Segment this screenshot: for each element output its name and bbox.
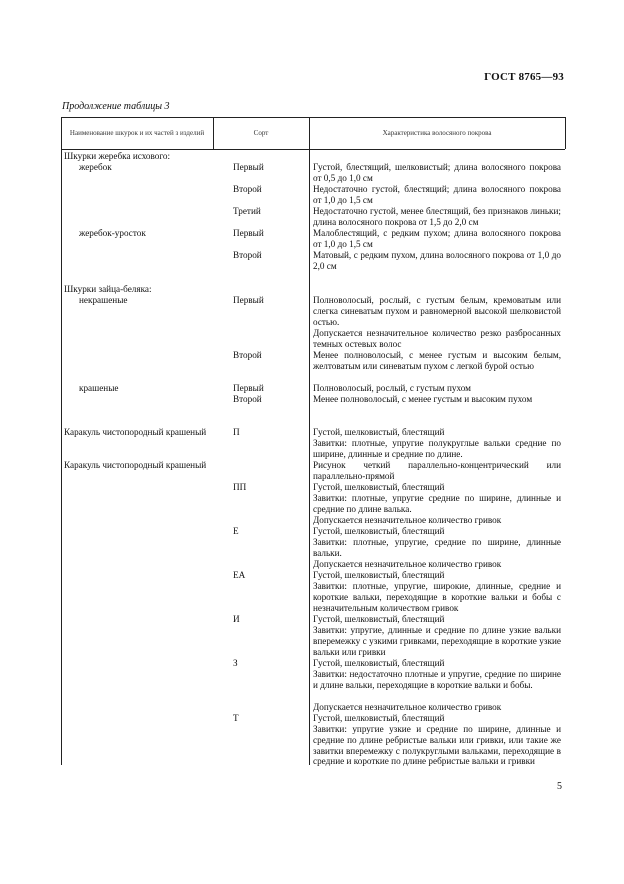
characteristic-cell: Малоблестящий, с редким пухом; длина волосяного покрова от 1,0 до 1,5 см [313,228,561,249]
characteristic-cell: Допускается незначительное количество гривок [313,515,502,525]
characteristic-cell: Густой, блестящий, шелковистый; длина волосяного покрова от 0,5 до 1,0 см [313,162,561,183]
characteristic-cell: Завитки: недостаточно плотные и упругие, средние по ширине и длине вальки, переходящие в короткие вальки и бобы. [313,669,561,690]
page-number: 5 [557,781,562,792]
grade-cell: Е [233,526,239,536]
product-name-cell: Каракуль чистопородный крашеный [64,427,207,437]
grade-cell: ПП [233,482,247,492]
grade-cell: П [233,427,240,437]
table-header-divider [61,149,565,150]
characteristic-cell: Недостаточно густой, блестящий; длина волосяного покрова от 1,0 до 1,5 см [313,184,561,205]
characteristic-cell: Густой, шелковистый, блестящий [313,482,445,492]
product-name-cell: Шкурки жеребка исхового: [64,151,171,161]
characteristic-cell: Допускается незначительное количество резко разбросанных темных остевых волос [313,328,561,349]
grade-cell: Т [233,713,239,723]
characteristic-cell: Менее полноволосый, с менее густым и высоким белым, желтоватым или синеватым пухом с легкой бурой остью [313,350,561,371]
grade-cell: Второй [233,394,262,404]
column-header-characteristic: Характеристика волосяного покрова [382,128,492,137]
column-divider-2 [309,117,310,765]
grade-cell: ЕА [233,570,246,580]
product-subname-cell: жеребок-уросток [79,228,146,238]
column-header-grade: Сорт [253,128,269,137]
characteristic-cell: Завитки: упругие, длинные и средние по длине узкие вальки вперемежку с узкими гривками, переходящие в короткие узкие вальки или гривки [313,625,561,657]
characteristic-cell: Матовый, с редким пухом, длина волосяного покрова от 1,0 до 2,0 см [313,250,561,271]
characteristic-cell: Менее полноволосый, с менее густым и высоким пухом [313,394,533,404]
characteristic-cell: Густой, шелковистый, блестящий [313,427,445,437]
characteristic-cell: Завитки: плотные, упругие, средние по ширине, длинные вальки. [313,537,561,558]
characteristic-cell: Густой, шелковистый, блестящий [313,570,445,580]
column-header-name: Наименование шкурок и их частей з изделий [69,128,205,137]
table-left-border [61,117,62,765]
characteristic-cell: Густой, шелковистый, блестящий [313,713,445,723]
table-continuation-caption: Продолжение таблицы 3 [62,101,170,112]
standard-header: ГОСТ 8765—93 [484,71,564,83]
characteristic-cell: Допускается незначительное количество гривок [313,559,502,569]
characteristic-cell: Густой, шелковистый, блестящий [313,658,445,668]
product-subname-cell: некрашеные [79,295,128,305]
characteristic-cell: Недостаточно густой, менее блестящий, без признаков линьки; длина волосяного покрова от 1,5 до 2,0 см [313,206,561,227]
grade-cell: Первый [233,228,264,238]
grade-cell: Первый [233,383,264,393]
grade-cell: Первый [233,295,264,305]
table-right-border [565,117,566,149]
characteristic-cell: Густой, шелковистый, блестящий [313,526,445,536]
product-name-cell: Шкурки зайца-беляка: [64,284,152,294]
characteristic-cell: Завитки: плотные, упругие средние по ширине, длинные и средние по длине валька. [313,493,561,514]
product-name-cell: Каракуль чистопородный крашеный [64,460,207,470]
characteristic-cell: Завитки: упругие узкие и средние по ширине, длинные и средние по длине ребристые вальки или гривки, или такие же завитки вперемежку с полукруглыми вальками, переходящие в средние и короткие по длине ребристые вальки и гривки [313,724,561,767]
grade-cell: Второй [233,250,262,260]
grade-cell: Первый [233,162,264,172]
grade-cell: Третий [233,206,261,216]
characteristic-cell: Полноволосый, рослый, с густым белым, кремоватым или слегка синеватым пухом и равномерной высокой шелковистой остью. [313,295,561,327]
product-subname-cell: жеребок [79,162,112,172]
characteristic-cell: Завитки: плотные, упругие, широкие, длинные, средние и короткие вальки, переходящие в короткие вальки и бобы с незначительным количеством гривок [313,581,561,613]
product-subname-cell: крашеные [79,383,119,393]
characteristic-cell: Допускается незначительное количество гривок [313,702,502,712]
grade-cell: З [233,658,238,668]
characteristic-cell: Рисунок четкий параллельно-концентрический или параллельно-прямой [313,460,561,481]
characteristic-cell: Завитки: плотные, упругие полукруглые вальки средние по ширине, длинные и средние по длине. [313,438,561,459]
characteristic-cell: Полноволосый, рослый, с густым пухом [313,383,471,393]
grade-cell: Второй [233,350,262,360]
grade-cell: Второй [233,184,262,194]
grade-cell: И [233,614,240,624]
characteristic-cell: Густой, шелковистый, блестящий [313,614,445,624]
fur-characteristics-table [61,117,565,765]
